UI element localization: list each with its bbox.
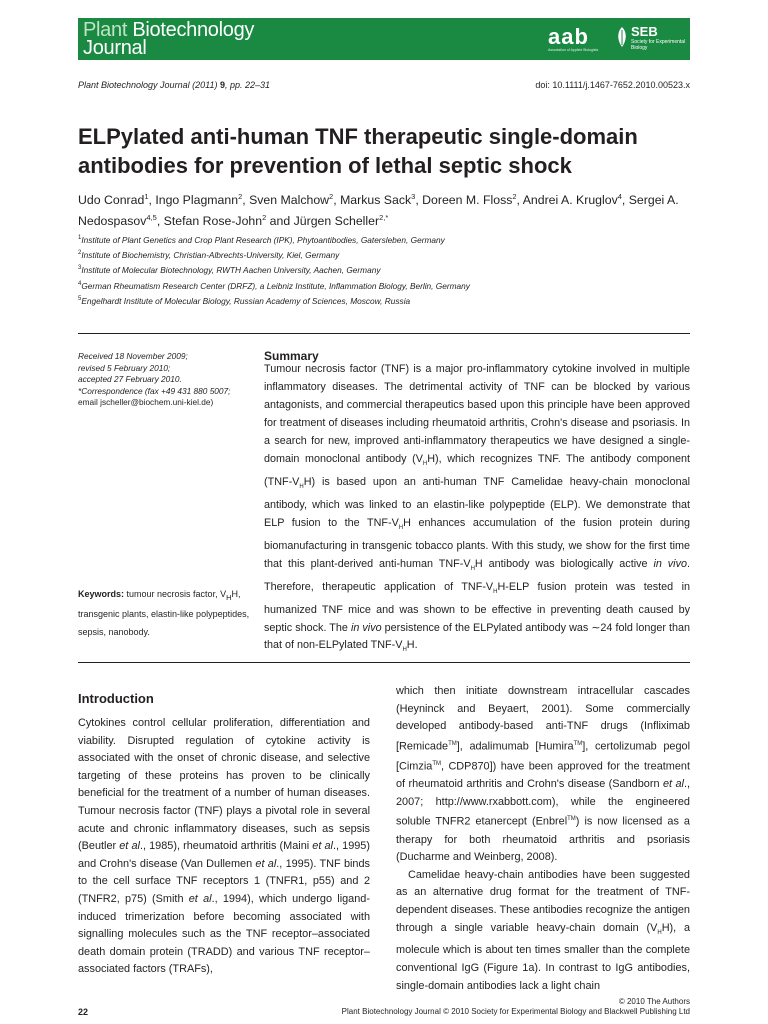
author: Andrei A. Kruglov$^4$ bbox=[522, 192, 622, 208]
email: email jscheller@biochem.uni-kiel.de) bbox=[78, 397, 214, 408]
revised-date: revised 5 February 2010; bbox=[78, 362, 171, 373]
author: Stefan Rose-John$^2$ bbox=[163, 213, 267, 229]
received-date: Received 18 November 2009; bbox=[78, 351, 188, 361]
body-left-column bbox=[78, 690, 370, 979]
doi: doi: 10.1111/j.1467-7652.2010.00523.x bbox=[535, 80, 690, 90]
affiliation: $^3$Institute of Molecular Biotechnology, RWTH Aachen University, Aachen, Germany bbox=[78, 265, 381, 276]
summary-heading: Summary bbox=[264, 349, 319, 363]
journal-banner bbox=[78, 18, 690, 60]
body-right-column bbox=[396, 683, 690, 995]
page-number: 22 bbox=[78, 1007, 89, 1017]
author: Jürgen Scheller$^{2,*}$ bbox=[293, 213, 389, 229]
seb-leaf-icon bbox=[616, 26, 628, 48]
aab-logo-subtitle: Association of Applied Biologists bbox=[548, 48, 599, 52]
author: Sven Malchow$^2$ bbox=[249, 192, 334, 208]
introduction-heading: Introduction bbox=[78, 691, 154, 706]
journal-logo: Plant Biotechnology Journal bbox=[83, 19, 255, 59]
affiliation: $^4$German Rheumatism Research Center (DRFZ), a Leibniz Institute, Inflammation Biology, Berlin, Germany bbox=[78, 280, 470, 291]
affiliation-list bbox=[78, 232, 690, 308]
keywords bbox=[78, 586, 258, 641]
citation: Plant Biotechnology Journal (2011) 9, pp. 22–31 bbox=[78, 80, 271, 90]
affiliation: $^2$Institute of Biochemistry, Christian-Albrechts-University, Kiel, Germany bbox=[78, 249, 340, 260]
affiliation: $^1$Institute of Plant Genetics and Crop Plant Research (IPK), Phytoantibodies, Gatersleben, Germany bbox=[78, 234, 445, 245]
seb-logo: SEB bbox=[631, 24, 658, 39]
article-title: ELPylated anti-human TNF therapeutic single-domain antibodies for prevention of lethal septic shock bbox=[78, 124, 638, 178]
summary-divider bbox=[78, 662, 690, 663]
aab-logo: aab bbox=[548, 24, 589, 49]
author: Sergei A. Nedospasov$^{4,5}$ bbox=[78, 193, 679, 229]
summary-text: Tumour necrosis factor (TNF) is a major pro-inflammatory cytokine involved in multiple inflammatory diseases. The detrimental activity of TNF can be blocked by various antagonists, and commercial therapeutics based upon this principle have been approved for treatment of diseases including rheumatoid arthritis, Crohn's disease and psoriasis. In a search for new, improved anti-inflammatory therapeutics we have designed a single-domain monoclonal antibody $(V_HH)$, which recognizes TNF. The antibody component $(TNF-V_HH)$ is based upon an anti-human TNF Camelidae heavy-chain monoclonal antibody, which was linked to an elastin-like polypeptide (ELP). We demonstrate that ELP fusion to the TNF-$V_HH$ enhances accumulation of the fusion protein during biomanufacturing in transgenic tobacco plants. With this study, we show for the first time that this plant-derived anti-human TNF-$V_HH$ antibody was biologically active in vivo. Therefore, therapeutic application of TNF-$V_HH$-ELP fusion protein was tested in humanized TNF mice and was shown to be effective in preventing death caused by septic shock. The in vivo persistence of the ELPylated antibody was ∼24 fold longer than that of non-ELPylated TNF-$V_HH$. bbox=[264, 363, 691, 654]
keywords-text: tumour necrosis factor, $V_HH$, transgenic plants, elastin-like polypeptides, sepsis, nanobody. bbox=[78, 589, 250, 637]
introduction-paragraph-1: Cytokines control cellular proliferation, differentiation and viability. Disrupted regulation of cytokine activity is associated with the onset of chronic disease, and selective targeting of these proteins has proven to be clinically beneficial for the treatment of a number of human diseases. Tumour necrosis factor (TNF) plays a pivotal role in several acute and chronic inflammatory diseases, such as sepsis (Beutler et al., 1985), rheumatoid arthritis (Maini et al., 1995) and Crohn's disease (Van Dullemen et al., 1995). TNF binds to the cell surface TNF receptors 1 (TNFR1, p55) and 2 (TNFR2, p75) (Smith et al., 1994), which undergo ligand-induced trimerization before becoming associated with signalling molecules such as the TNF receptor–associated death domain protein (TRADD) and various TNF receptor–associated factors (TRAFs), bbox=[78, 717, 370, 976]
author: Ingo Plagmann$^2$ bbox=[155, 192, 243, 208]
introduction-paragraph-2: which then initiate downstream intracellular cascades (Heyninck and Beyaert, 2001). Some commercially developed antibody-based anti-TNF drugs (Infliximab [Remicade™], adalimumab [Humira™], certolizumab pegol [Cimzia™, CDP870]) have been approved for the treatment of rheumatoid arthritis and Crohn's disease (Sandborn et al., 2007; http://www.rxabbott.com), while the engineered soluble TNFR2 etanercept (Enbrel™) is now licensed as a therapy for both rheumatoid arthritis and psoriasis (Ducharme and Weinberg, 2008). bbox=[396, 685, 690, 864]
author-list: Udo Conrad$^1$, Ingo Plagmann$^2$, Sven Malchow$^2$, Markus Sack$^3$, Doreen M. Floss$^2$, Andrei A. Kruglov$^4$, Sergei A. Nedospasov$^{4,5}$, Stefan Rose-John$^2$ and Jürgen Scheller$^{2,*}$ bbox=[78, 192, 679, 229]
author: Markus Sack$^3$ bbox=[340, 192, 416, 208]
publisher-line: Plant Biotechnology Journal © 2010 Society for Experimental Biology and Blackwell Publishing Ltd bbox=[341, 1007, 690, 1016]
copyright-authors: © 2010 The Authors bbox=[618, 997, 690, 1006]
author: Doreen M. Floss$^2$ bbox=[422, 192, 517, 208]
author: Udo Conrad$^1$ bbox=[78, 192, 149, 208]
keywords-label: Keywords: bbox=[78, 589, 125, 599]
top-divider bbox=[78, 333, 690, 334]
accepted-date: accepted 27 February 2010. bbox=[78, 374, 182, 385]
introduction-paragraph-3: Camelidae heavy-chain antibodies have been suggested as an alternative drug format for the treatment of TNF-dependent diseases. These antibodies recognize the antigen through a single variable heavy-chain domain $(V_HH)$, a molecule which is about ten times smaller than the complete conventional IgG (Figure 1a). In contrast to IgG antibodies, single-domain antibodies lack a light chain bbox=[396, 868, 690, 992]
affiliation: $^5$Engelhardt Institute of Molecular Biology, Russian Academy of Sciences, Moscow, Russia bbox=[78, 295, 411, 306]
article-history bbox=[78, 351, 258, 409]
correspondence: *Correspondence (fax +49 431 880 5007; bbox=[78, 385, 231, 396]
seb-logo-subtitle: Society for Experimental Biology bbox=[631, 39, 686, 51]
